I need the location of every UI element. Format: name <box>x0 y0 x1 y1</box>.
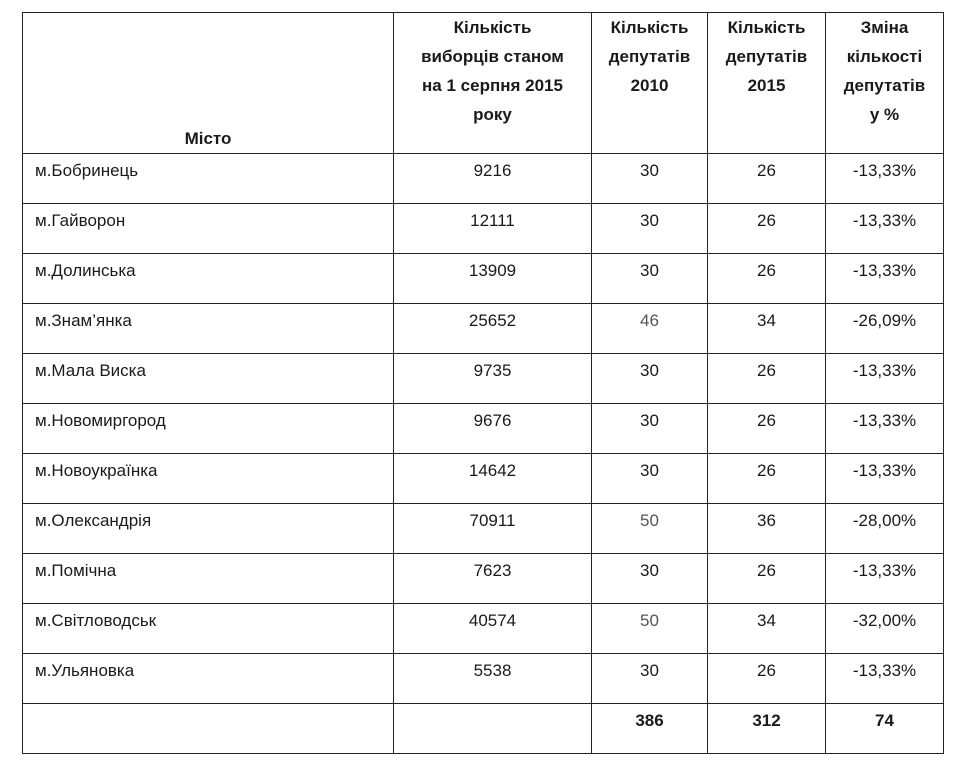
voters-cell: 14642 <box>394 454 592 504</box>
voters-cell: 7623 <box>394 554 592 604</box>
change-cell: -13,33% <box>826 554 944 604</box>
deputies-2010-cell: 30 <box>592 404 708 454</box>
header-voters-line: на 1 серпня 2015 <box>422 76 563 95</box>
header-d2010-line: 2010 <box>630 76 669 95</box>
city-cell: м.Новоукраїнка <box>23 454 394 504</box>
voters-cell: 9676 <box>394 404 592 454</box>
header-row <box>23 13 944 154</box>
deputies-2010-cell: 30 <box>592 254 708 304</box>
header-d2010-line: депутатів <box>608 47 691 66</box>
header-d2015-line: 2015 <box>747 76 786 95</box>
deputies-2015-cell: 26 <box>708 554 826 604</box>
change-cell: -13,33% <box>826 154 944 204</box>
table-row <box>23 454 944 504</box>
header-voters-line: Кількість <box>453 18 532 37</box>
header-change-line: у % <box>869 105 900 124</box>
table-row <box>23 504 944 554</box>
deputies-table <box>22 12 944 754</box>
voters-cell: 40574 <box>394 604 592 654</box>
change-cell: -13,33% <box>826 254 944 304</box>
voters-cell: 9735 <box>394 354 592 404</box>
header-change-line: депутатів <box>843 76 926 95</box>
deputies-2015-cell: 26 <box>708 404 826 454</box>
city-cell: м.Долинська <box>23 254 394 304</box>
change-cell: -13,33% <box>826 654 944 704</box>
voters-cell: 12111 <box>394 204 592 254</box>
totals-city <box>23 704 394 754</box>
header-voters-line: року <box>473 105 512 124</box>
voters-cell: 9216 <box>394 154 592 204</box>
header-voters-line: виборців станом <box>421 47 564 66</box>
header-city <box>23 13 394 154</box>
table-row <box>23 554 944 604</box>
table-row <box>23 654 944 704</box>
change-cell: -26,09% <box>826 304 944 354</box>
table-row <box>23 354 944 404</box>
city-cell: м.Олександрія <box>23 504 394 554</box>
totals-change: 74 <box>826 704 944 754</box>
deputies-2015-cell: 26 <box>708 654 826 704</box>
deputies-2010-cell: 30 <box>592 654 708 704</box>
city-cell: м.Ульяновка <box>23 654 394 704</box>
header-d2015-line: депутатів <box>725 47 808 66</box>
totals-voters <box>394 704 592 754</box>
header-change-line: Зміна <box>860 18 909 37</box>
header-city-label: Місто <box>184 129 232 148</box>
deputies-2015-cell: 36 <box>708 504 826 554</box>
deputies-2010-cell: 30 <box>592 154 708 204</box>
totals-deputies-2015: 312 <box>708 704 826 754</box>
header-deputies-2015 <box>708 13 826 154</box>
table-row <box>23 254 944 304</box>
header-change <box>826 13 944 154</box>
deputies-2015-cell: 26 <box>708 154 826 204</box>
voters-cell: 25652 <box>394 304 592 354</box>
voters-cell: 13909 <box>394 254 592 304</box>
deputies-2010-cell: 30 <box>592 554 708 604</box>
table-row <box>23 304 944 354</box>
totals-row <box>23 704 944 754</box>
deputies-2010-cell: 50 <box>592 604 708 654</box>
table-row <box>23 204 944 254</box>
city-cell: м.Знам’янка <box>23 304 394 354</box>
header-d2010-line: Кількість <box>610 18 689 37</box>
header-change-line: кількості <box>846 47 923 66</box>
deputies-2015-cell: 34 <box>708 604 826 654</box>
deputies-2010-cell: 30 <box>592 454 708 504</box>
city-cell: м.Світловодськ <box>23 604 394 654</box>
deputies-2010-cell: 30 <box>592 204 708 254</box>
table-body <box>23 154 944 704</box>
city-cell: м.Бобринець <box>23 154 394 204</box>
table-row <box>23 404 944 454</box>
deputies-2015-cell: 26 <box>708 454 826 504</box>
header-deputies-2010 <box>592 13 708 154</box>
change-cell: -13,33% <box>826 404 944 454</box>
header-d2015-line: Кількість <box>727 18 806 37</box>
table-row <box>23 604 944 654</box>
deputies-2015-cell: 26 <box>708 254 826 304</box>
change-cell: -32,00% <box>826 604 944 654</box>
city-cell: м.Гайворон <box>23 204 394 254</box>
deputies-2010-cell: 46 <box>592 304 708 354</box>
voters-cell: 5538 <box>394 654 592 704</box>
change-cell: -28,00% <box>826 504 944 554</box>
table-row <box>23 154 944 204</box>
city-cell: м.Мала Виска <box>23 354 394 404</box>
change-cell: -13,33% <box>826 454 944 504</box>
change-cell: -13,33% <box>826 354 944 404</box>
city-cell: м.Новомиргород <box>23 404 394 454</box>
totals-deputies-2010: 386 <box>592 704 708 754</box>
change-cell: -13,33% <box>826 204 944 254</box>
deputies-2015-cell: 34 <box>708 304 826 354</box>
city-cell: м.Помічна <box>23 554 394 604</box>
voters-cell: 70911 <box>394 504 592 554</box>
deputies-2015-cell: 26 <box>708 354 826 404</box>
deputies-2010-cell: 30 <box>592 354 708 404</box>
deputies-2015-cell: 26 <box>708 204 826 254</box>
deputies-2010-cell: 50 <box>592 504 708 554</box>
header-voters <box>394 13 592 154</box>
